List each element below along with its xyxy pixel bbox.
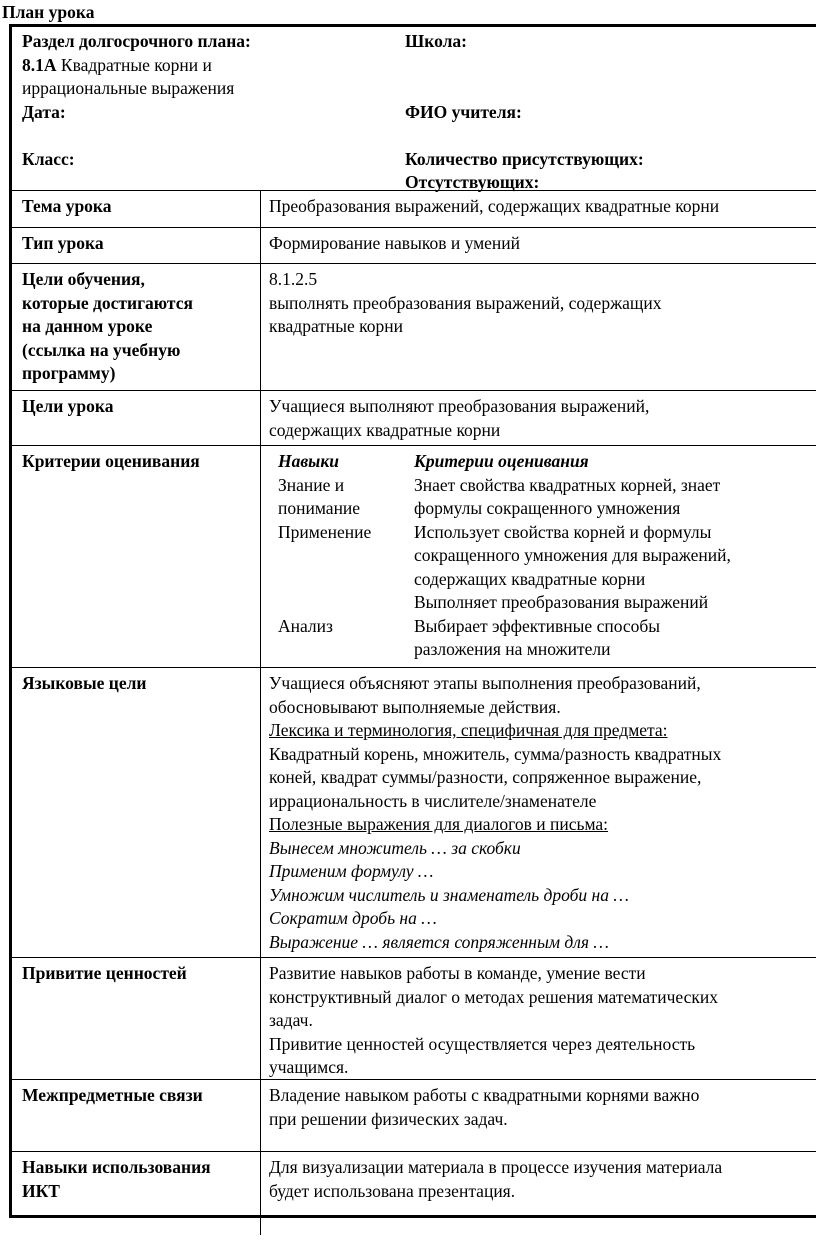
ict-skills-value [269, 1156, 814, 1203]
row-lesson-goals [12, 391, 816, 446]
present-count-label: Количество присутствующих: [405, 148, 644, 169]
lesson-goals-value [269, 395, 814, 442]
school-label: Школа: [405, 31, 467, 51]
section-text: Квадратные корни и [56, 54, 212, 75]
criteria-description-line: Использует свойства корней и формулы [414, 521, 712, 542]
interdisciplinary-value [269, 1084, 814, 1131]
row-values [12, 958, 816, 1080]
row-assessment-criteria [12, 446, 816, 668]
language-goals-label: Языковые цели [22, 673, 147, 693]
lesson-goals-line: Учащиеся выполняют преобразования выражений, [269, 396, 650, 416]
learning-goals-value [269, 268, 814, 339]
ict-line: Для визуализации материала в процессе изучения материала [269, 1157, 723, 1177]
criteria-grid [278, 450, 816, 662]
criteria-description-line: Знает свойства квадратных корней, знает [414, 474, 721, 495]
learning-objective-text: выполнять преобразования выражений, содержащих [269, 292, 662, 313]
table-rows [12, 191, 816, 1235]
criteria-skill-line: Знание и [278, 474, 345, 495]
topic-value: Преобразования выражений, содержащих квадратные корни [269, 196, 720, 216]
values-line: Развитие навыков работы в команде, умение вести [269, 963, 646, 983]
learning-goals-label-line: программу) [22, 363, 116, 383]
assessment-criteria-label: Критерии оценивания [22, 451, 200, 471]
row-ict-skills [12, 1152, 816, 1235]
values-line: Привитие ценностей осуществляется через деятельность [269, 1033, 696, 1054]
criteria-column-header: Критерии оценивания [414, 451, 589, 471]
date-label: Дата: [22, 101, 66, 122]
criteria-description-line: формулы сокращенного умножения [414, 498, 681, 518]
language-intro-line: обосновывают выполняемые действия. [269, 696, 561, 717]
values-line: задач. [269, 1010, 313, 1030]
criteria-description [414, 474, 816, 521]
interdisciplinary-label: Межпредметные связи [22, 1085, 203, 1105]
learning-goals-label-line: которые достигаются [22, 292, 193, 313]
row-learning-goals [12, 264, 816, 391]
criteria-description-line: разложения на множители [414, 639, 611, 659]
lesson-type-value: Формирование навыков и умений [269, 233, 521, 253]
interdisciplinary-line: при решении физических задач. [269, 1108, 508, 1129]
values-value [269, 962, 814, 1080]
teacher-label: ФИО учителя: [405, 101, 522, 122]
document-title: План урока [2, 2, 95, 22]
criteria-description-line: сокращенного умножения для выражений, [414, 545, 731, 565]
criteria-description [414, 521, 816, 615]
spacer [405, 77, 815, 101]
vocabulary-line: иррациональность в числителе/знаменателе [269, 790, 597, 811]
useful-phrase: Выражение … является сопряженным для … [269, 931, 609, 952]
criteria-skill-line: Применение [278, 521, 372, 542]
topic-label: Тема урока [22, 196, 112, 216]
learning-goals-label-line: на данном уроке [22, 316, 153, 336]
criteria-description-line: Выполняет преобразования выражений [414, 592, 709, 612]
ict-label-line: Навыки использования [22, 1157, 211, 1177]
language-goals-value [269, 672, 814, 954]
vocabulary-line: коней, квадрат суммы/разности, сопряженное выражение, [269, 767, 702, 787]
phrases-heading: Полезные выражения для диалогов и письма: [269, 814, 609, 834]
useful-phrase: Вынесем множитель … за скобки [269, 837, 521, 858]
learning-objective-text: квадратные корни [269, 316, 404, 336]
values-line: конструктивный диалог о методах решения математических [269, 986, 718, 1007]
section-label: Раздел долгосрочного плана: [22, 31, 251, 51]
useful-phrase: Применим формулу … [269, 861, 434, 881]
skills-column-header: Навыки [278, 451, 339, 471]
header-left-column [22, 30, 392, 171]
ict-line: будет использована презентация. [269, 1180, 516, 1201]
vocabulary-line: Квадратный корень, множитель, сумма/разность квадратных [269, 743, 722, 764]
useful-phrase: Сократим дробь на … [269, 908, 437, 928]
header-block [12, 27, 816, 191]
learning-goals-label-line: Цели обучения, [22, 269, 145, 289]
lesson-goals-label: Цели урока [22, 396, 114, 416]
row-topic [12, 191, 816, 228]
row-interdisciplinary [12, 1080, 816, 1152]
lesson-plan-table [9, 24, 816, 1218]
criteria-description-line: Выбирает эффективные способы [414, 615, 661, 636]
values-line: учащимся. [269, 1057, 349, 1077]
spacer [405, 54, 815, 78]
row-lesson-type [12, 228, 816, 264]
criteria-skill [278, 521, 414, 615]
learning-goals-label [22, 268, 254, 386]
ict-skills-label [22, 1156, 254, 1203]
absent-count-label: Отсутствующих: [405, 172, 540, 192]
criteria-item [278, 474, 816, 521]
criteria-skill [278, 615, 414, 662]
row-language-goals [12, 668, 816, 958]
interdisciplinary-line: Владение навыком работы с квадратными корнями важно [269, 1085, 700, 1105]
spacer [22, 124, 392, 148]
criteria-skill-line: понимание [278, 498, 361, 518]
criteria-skill-line: Анализ [278, 615, 333, 636]
section-value [22, 54, 392, 78]
language-intro-line: Учащиеся объясняют этапы выполнения преобразований, [269, 673, 701, 693]
vocabulary-heading: Лексика и терминология, специфичная для предмета: [269, 720, 668, 740]
useful-phrase: Умножим числитель и знаменатель дроби на … [269, 884, 629, 905]
spacer [405, 124, 815, 148]
class-label: Класс: [22, 148, 75, 169]
section-code: 8.1А [22, 54, 57, 75]
header-right-column [405, 30, 815, 195]
criteria-header-row [278, 450, 816, 474]
criteria-item [278, 521, 816, 615]
lesson-goals-line: содержащих квадратные корни [269, 419, 501, 440]
criteria-description [414, 615, 816, 662]
section-text-continued: иррациональные выражения [22, 78, 235, 98]
learning-goals-label-line: (ссылка на учебную [22, 339, 181, 360]
criteria-item [278, 615, 816, 662]
criteria-skill [278, 474, 414, 521]
criteria-description-line: содержащих квадратные корни [414, 568, 646, 589]
values-label: Привитие ценностей [22, 963, 187, 983]
lesson-type-label: Тип урока [22, 233, 104, 253]
learning-objective-code: 8.1.2.5 [269, 269, 318, 289]
ict-label-line: ИКТ [22, 1180, 60, 1201]
